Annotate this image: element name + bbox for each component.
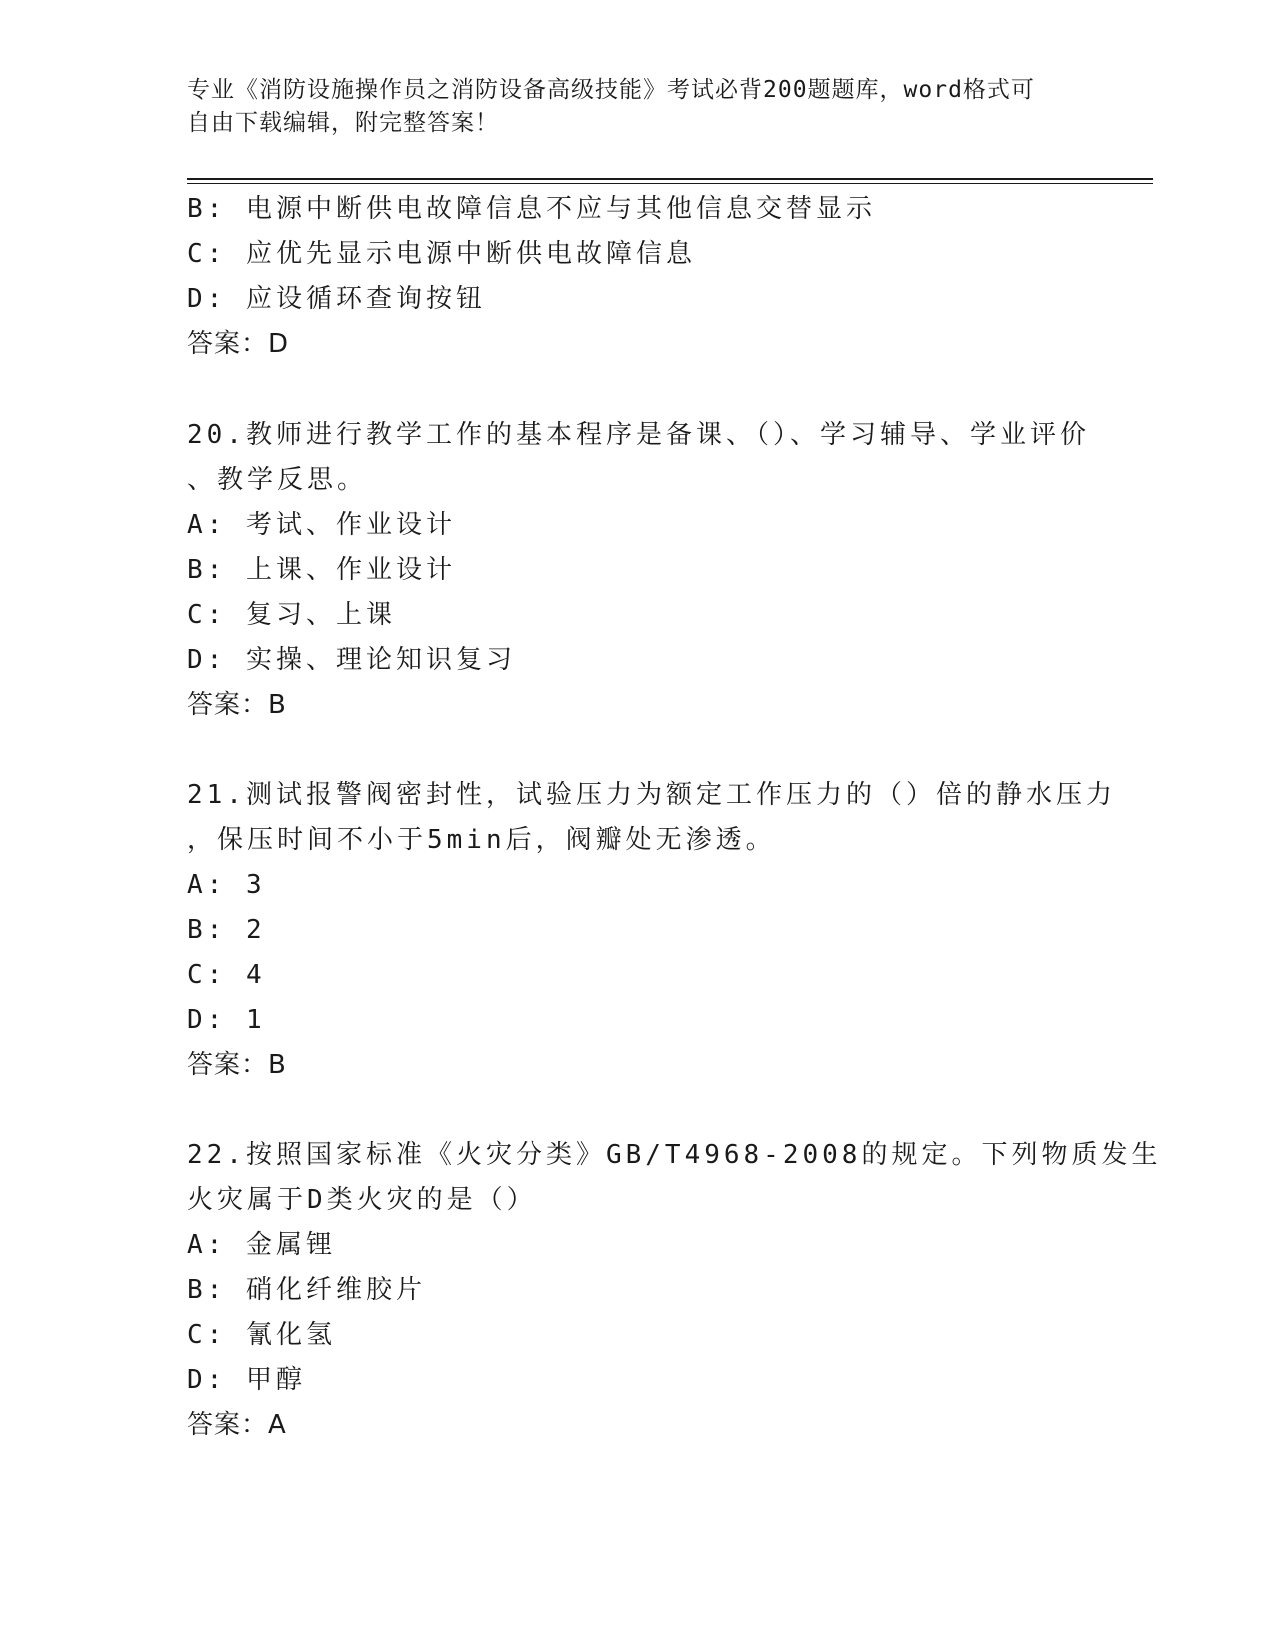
q22-option-a: A: 金属锂	[187, 1230, 336, 1260]
q19-option-b: B: 电源中断供电故障信息不应与其他信息交替显示	[187, 194, 876, 224]
q22-option-c: C: 氰化氢	[187, 1320, 336, 1350]
q21-option-a: A: 3	[187, 870, 266, 900]
q19-answer: 答案：D	[187, 329, 290, 359]
q20-stem-line-1: 20.教师进行教学工作的基本程序是备课、（）、学习辅导、学业评价	[187, 420, 1090, 450]
q20-option-c: C: 复习、上课	[187, 600, 396, 630]
header-line-2: 自由下载编辑，附完整答案！	[187, 110, 499, 136]
header-line-1: 专业《消防设施操作员之消防设备高级技能》考试必背200题题库，word格式可	[187, 77, 1035, 103]
q19-option-d: D: 应设循环查询按钮	[187, 284, 486, 314]
q21-option-c: C: 4	[187, 960, 266, 990]
q19-option-c: C: 应优先显示电源中断供电故障信息	[187, 239, 696, 269]
document-header	[187, 74, 1067, 140]
q20-answer: 答案：B	[187, 690, 287, 720]
header-divider-thin	[187, 183, 1153, 184]
q20-option-b: B: 上课、作业设计	[187, 555, 456, 585]
q21-stem-line-2: ，保压时间不小于5min后，阀瓣处无渗透。	[187, 825, 776, 855]
q22-option-d: D: 甲醇	[187, 1365, 306, 1395]
q22-option-b: B: 硝化纤维胶片	[187, 1275, 426, 1305]
q22-stem-line-1: 22.按照国家标准《火灾分类》GB/T4968-2008的规定。下列物质发生	[187, 1140, 1162, 1170]
q22-stem-line-2: 火灾属于D类火灾的是（）	[187, 1185, 537, 1215]
header-divider-thick	[187, 178, 1153, 180]
q20-option-a: A: 考试、作业设计	[187, 510, 456, 540]
q21-option-b: B: 2	[187, 915, 266, 945]
q21-option-d: D: 1	[187, 1005, 266, 1035]
q20-stem-line-2: 、教学反思。	[187, 465, 368, 495]
q20-option-d: D: 实操、理论知识复习	[187, 645, 516, 675]
q22-answer: 答案：A	[187, 1410, 287, 1440]
q21-stem-line-1: 21.测试报警阀密封性，试验压力为额定工作压力的（）倍的静水压力	[187, 780, 1116, 810]
q21-answer: 答案：B	[187, 1050, 287, 1080]
